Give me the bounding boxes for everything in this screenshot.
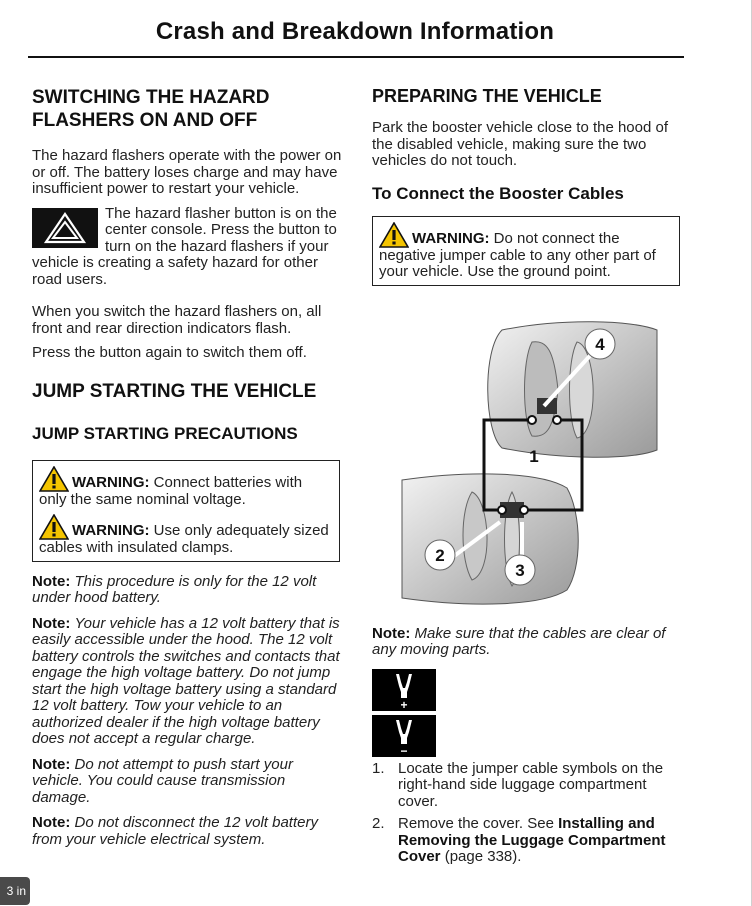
note-text: Your vehicle has a 12 volt battery that is easily accessible under the hood. The 12 volt battery controls the switches and contacts that engage the high voltage battery. Do not jump start the high voltage battery using a standard 12 volt battery. Tow your vehicle to an authorized dealer if the high voltage battery does not accept a regular charge. xyxy=(32,614,340,747)
note-text: Do not disconnect the 12 volt battery from your vehicle electrical system. xyxy=(32,814,318,848)
note-label: Note: xyxy=(32,572,71,590)
hazard-heading: SWITCHING THE HAZARD FLASHERS ON AND OFF xyxy=(32,87,270,131)
warning-text: Do not connect the negative jumper cable to any other part of your vehicle. Use the ground point. xyxy=(379,229,656,280)
disabled-vehicle xyxy=(488,321,657,457)
callout-4 xyxy=(585,329,615,359)
note-label: Note: xyxy=(32,614,71,632)
svg-text:+: + xyxy=(400,697,408,710)
warning-label: WARNING: xyxy=(72,473,150,491)
step-number: 1. xyxy=(372,759,385,777)
hazard-para-4: Press the button again to switch them off. xyxy=(32,344,307,361)
step-text-after: (page 338). xyxy=(440,848,522,865)
step-text: Remove the cover. See xyxy=(398,815,559,832)
warning-triangle-icon xyxy=(379,222,409,248)
jump-start-diagram xyxy=(372,310,672,610)
jump-start-diagram-svg xyxy=(372,310,672,610)
positive-cable-icon xyxy=(372,669,436,711)
note-label: Note: xyxy=(32,755,71,773)
list-item xyxy=(372,761,684,811)
list-item xyxy=(372,816,684,866)
hazard-warning-icon xyxy=(32,208,98,248)
steps-list xyxy=(372,761,684,866)
jump-heading: JUMP STARTING THE VEHICLE xyxy=(32,380,317,402)
warning-label: WARNING: xyxy=(412,229,490,247)
step-number: 2. xyxy=(372,815,385,832)
warning-cables xyxy=(39,514,333,556)
left-column xyxy=(32,86,342,848)
cable-symbols xyxy=(372,669,684,757)
preparing-heading: PREPARING THE VEHICLE xyxy=(372,86,602,106)
hazard-para-3: When you switch the hazard flashers on, all front and rear direction indicators flash. xyxy=(32,303,322,337)
hazard-button-block xyxy=(32,206,342,289)
svg-text:3: 3 xyxy=(515,560,525,580)
note-label: Note: xyxy=(32,814,71,831)
preparing-para: Park the booster vehicle close to the hood of the disabled vehicle, making sure the two vehicles do not touch. xyxy=(372,119,669,169)
page-title: Crash and Breakdown Information xyxy=(155,18,555,45)
note-12-volt xyxy=(32,574,342,607)
header-rule xyxy=(28,56,684,58)
note-text: Do not attempt to push start your vehicle. You could cause transmission damage. xyxy=(32,755,293,806)
note-push-start xyxy=(32,757,342,807)
warning-triangle-icon xyxy=(39,466,69,492)
warning-box-precautions xyxy=(32,460,340,562)
svg-text:−: − xyxy=(400,743,408,756)
note-cables-clear xyxy=(372,626,684,659)
callout-3 xyxy=(505,555,535,585)
luggage-cover-link[interactable]: Installing and Removing the Luggage Compartment Cover xyxy=(398,815,666,865)
warning-text: Connect batteries with only the same nominal voltage. xyxy=(39,473,303,508)
callout-2 xyxy=(425,540,455,570)
step-text: Locate the jumper cable symbols on the right-hand side luggage compartment cover. xyxy=(398,759,664,810)
note-text: Make sure that the cables are clear of any moving parts. xyxy=(372,624,666,658)
booster-vehicle xyxy=(402,473,578,603)
precautions-heading: JUMP STARTING PRECAUTIONS xyxy=(32,423,298,443)
warning-box-ground xyxy=(372,216,680,286)
warning-label: WARNING: xyxy=(72,521,150,539)
note-text: This procedure is only for the 12 volt under hood battery. xyxy=(32,572,317,606)
warning-voltage xyxy=(39,466,333,508)
note-disconnect xyxy=(32,815,342,848)
hazard-para-2: The hazard flasher button is on the center console. Press the button to turn on the hazard flashers if your vehicle is creating a safety hazard for other road users. xyxy=(32,204,337,288)
svg-text:1: 1 xyxy=(529,446,539,466)
right-column xyxy=(372,86,684,866)
warning-ground-point xyxy=(379,222,673,280)
hazard-para-1: The hazard flashers operate with the power on or off. The battery loses charge and may have insufficient power to restart your vehicle. xyxy=(32,147,342,197)
callout-1 xyxy=(529,447,538,466)
warning-triangle-icon xyxy=(39,514,69,540)
svg-text:4: 4 xyxy=(595,334,605,354)
note-label: Note: xyxy=(372,624,411,642)
connect-heading: To Connect the Booster Cables xyxy=(372,183,624,203)
negative-cable-icon xyxy=(372,715,436,757)
zoom-side-tab[interactable]: 3 in xyxy=(0,877,30,905)
warning-text: Use only adequately sized cables with insulated clamps. xyxy=(39,521,329,556)
note-hv-battery xyxy=(32,616,342,748)
svg-text:2: 2 xyxy=(435,545,445,565)
